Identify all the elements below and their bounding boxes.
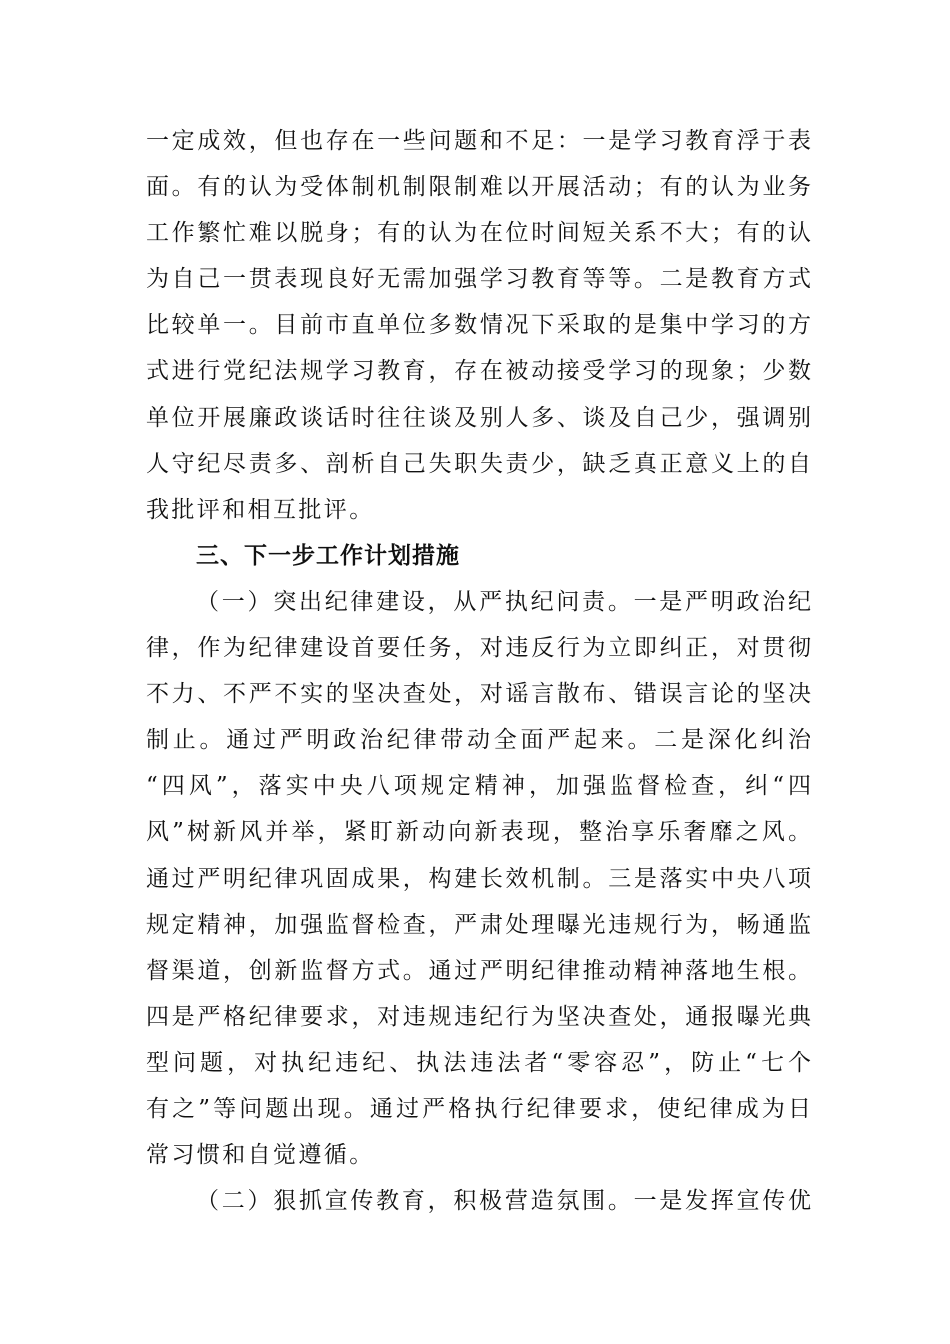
text-line: 不力、不严不实的坚决查处，对谣言散布、错误言论的坚决 [146, 681, 811, 708]
text-line: 面。有的认为受体制机制限制难以开展活动；有的认为业务 [146, 174, 811, 201]
text-line: 督渠道，创新监督方式。通过严明纪律推动精神落地生根。 [146, 957, 811, 984]
text-line: 一定成效，但也存在一些问题和不足：一是学习教育浮于表 [146, 128, 811, 154]
text-line: 四是严格纪律要求，对违规违纪行为坚决查处，通报曝光典 [146, 1003, 811, 1030]
text-line: 常习惯和自觉遵循。 [146, 1142, 375, 1169]
text-line: 型问题，对执纪违纪、执法违法者“零容忍”，防止“七个 [146, 1049, 811, 1076]
text-line: 单位开展廉政谈话时往往谈及别人多、谈及自己少，强调别 [146, 404, 811, 431]
text-line: 工作繁忙难以脱身；有的认为在位时间短关系不大；有的认 [146, 220, 811, 247]
text-line: 为自己一贯表现良好无需加强学习教育等等。二是教育方式 [146, 266, 811, 293]
text-line: 式进行党纪法规学习教育，存在被动接受学习的现象；少数 [146, 358, 811, 385]
text-line: 我批评和相互批评。 [146, 496, 375, 523]
text-line: 制止。通过严明政治纪律带动全面严起来。二是深化纠治 [146, 727, 811, 754]
body-text [146, 118, 811, 1224]
text-line: 通过严明纪律巩固成果，构建长效机制。三是落实中央八项 [146, 865, 811, 892]
text-line: 有之”等问题出现。通过严格执行纪律要求，使纪律成为日 [146, 1095, 811, 1122]
text-line: 规定精神，加强监督检查，严肃处理曝光违规行为，畅通监 [146, 911, 811, 938]
text-line: “四风”，落实中央八项规定精神，加强监督检查，纠“四 [146, 773, 811, 800]
text-line: 人守纪尽责多、剖析自己失职失责少，缺乏真正意义上的自 [146, 450, 811, 477]
text-line: （一）突出纪律建设，从严执纪问责。一是严明政治纪 [196, 588, 811, 615]
section-heading: 三、下一步工作计划措施 [196, 542, 460, 569]
text-line: 比较单一。目前市直单位多数情况下采取的是集中学习的方 [146, 312, 811, 339]
text-line: 风”树新风并举，紧盯新动向新表现，整治享乐奢靡之风。 [146, 819, 811, 846]
text-line: （二）狠抓宣传教育，积极营造氛围。一是发挥宣传优 [196, 1188, 811, 1215]
text-line: 律，作为纪律建设首要任务，对违反行为立即纠正，对贯彻 [146, 635, 811, 662]
